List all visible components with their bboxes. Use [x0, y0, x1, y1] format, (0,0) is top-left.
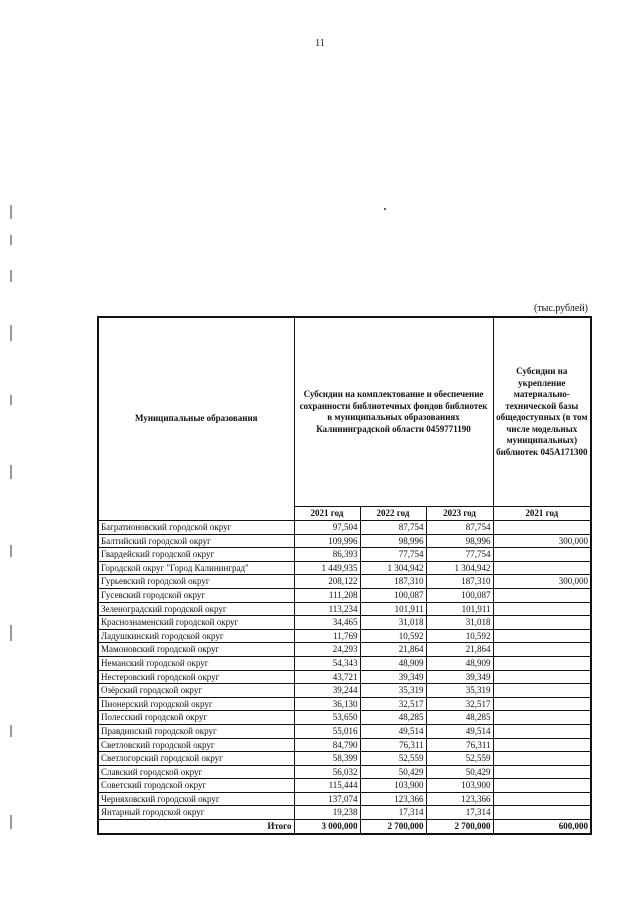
- row-2021: 55,016: [294, 724, 360, 738]
- units-label: (тыс.рублей): [533, 303, 588, 314]
- row-technical-2021: [493, 738, 591, 752]
- total-label: Итого: [98, 820, 294, 834]
- row-2022: 77,754: [360, 548, 426, 562]
- row-2023: 48,285: [426, 711, 493, 725]
- row-2023: 98,996: [426, 534, 493, 548]
- row-technical-2021: [493, 656, 591, 670]
- row-2021: 97,504: [294, 521, 360, 535]
- table-row: [98, 616, 591, 630]
- table-row: [98, 588, 591, 602]
- page-number: 11: [315, 38, 325, 49]
- table-row: [98, 806, 591, 820]
- table-row: [98, 765, 591, 779]
- row-2022: 52,559: [360, 752, 426, 766]
- row-2021: 111,208: [294, 588, 360, 602]
- row-2022: 101,911: [360, 602, 426, 616]
- row-2021: 54,343: [294, 656, 360, 670]
- table-row: [98, 534, 591, 548]
- row-technical-2021: [493, 752, 591, 766]
- row-2021: 34,465: [294, 616, 360, 630]
- row-2022: 21,864: [360, 643, 426, 657]
- row-name: Черняховский городской округ: [98, 792, 294, 806]
- row-2023: 187,310: [426, 575, 493, 589]
- row-name: Озёрский городской округ: [98, 684, 294, 698]
- row-name: Светловский городской округ: [98, 738, 294, 752]
- row-name: Зеленоградский городской округ: [98, 602, 294, 616]
- row-name: Светлогорский городской округ: [98, 752, 294, 766]
- row-2023: 17,314: [426, 806, 493, 820]
- row-technical-2021: [493, 643, 591, 657]
- row-name: Городской округ "Город Калининград": [98, 561, 294, 575]
- row-2022: 35,319: [360, 684, 426, 698]
- row-2023: 76,311: [426, 738, 493, 752]
- row-2023: 49,514: [426, 724, 493, 738]
- row-2023: 87,754: [426, 521, 493, 535]
- row-technical-2021: [493, 792, 591, 806]
- row-name: Краснознаменский городской округ: [98, 616, 294, 630]
- row-name: Гвардейский городской округ: [98, 548, 294, 562]
- table-row: [98, 521, 591, 535]
- header-subsidy-technical: Субсидии на укрепление материально-технической базы общедоступных (в том числе модельных муниципальных) библиотек 045А171300: [493, 317, 591, 507]
- header-municipalities: Муниципальные образования: [98, 317, 294, 521]
- row-technical-2021: [493, 602, 591, 616]
- table-body: [98, 521, 591, 820]
- row-2022: 100,087: [360, 588, 426, 602]
- table-row: [98, 602, 591, 616]
- row-2021: 115,444: [294, 779, 360, 793]
- row-2022: 87,754: [360, 521, 426, 535]
- row-2021: 39,244: [294, 684, 360, 698]
- row-name: Славский городской округ: [98, 765, 294, 779]
- row-2021: 58,399: [294, 752, 360, 766]
- total-2023: 2 700,000: [426, 820, 493, 834]
- row-name: Пионерский городской округ: [98, 697, 294, 711]
- row-technical-2021: [493, 561, 591, 575]
- header-technical-year-2021: 2021 год: [493, 507, 591, 521]
- row-name: Нестеровский городской округ: [98, 670, 294, 684]
- row-name: Правдинский городской округ: [98, 724, 294, 738]
- row-2023: 35,319: [426, 684, 493, 698]
- header-year-2021: 2021 год: [294, 507, 360, 521]
- table-row: [98, 656, 591, 670]
- row-2023: 77,754: [426, 548, 493, 562]
- row-2023: 48,909: [426, 656, 493, 670]
- total-2021: 3 000,000: [294, 820, 360, 834]
- row-2022: 98,996: [360, 534, 426, 548]
- row-name: Неманский городской округ: [98, 656, 294, 670]
- row-2022: 50,429: [360, 765, 426, 779]
- row-2021: 19,238: [294, 806, 360, 820]
- row-2023: 10,592: [426, 629, 493, 643]
- row-technical-2021: [493, 711, 591, 725]
- row-2022: 1 304,942: [360, 561, 426, 575]
- header-year-2023: 2023 год: [426, 507, 493, 521]
- row-2023: 31,018: [426, 616, 493, 630]
- row-2023: 103,900: [426, 779, 493, 793]
- table-row: [98, 779, 591, 793]
- row-2021: 208,122: [294, 575, 360, 589]
- row-technical-2021: [493, 697, 591, 711]
- row-2022: 32,517: [360, 697, 426, 711]
- row-name: Полесский городской округ: [98, 711, 294, 725]
- row-name: Балтийский городской округ: [98, 534, 294, 548]
- table-row: [98, 684, 591, 698]
- row-2023: 32,517: [426, 697, 493, 711]
- table-row: [98, 575, 591, 589]
- table-row: [98, 711, 591, 725]
- row-technical-2021: [493, 588, 591, 602]
- table-row: [98, 738, 591, 752]
- row-technical-2021: [493, 548, 591, 562]
- table-row: [98, 670, 591, 684]
- row-2021: 24,293: [294, 643, 360, 657]
- row-2022: 31,018: [360, 616, 426, 630]
- row-2021: 1 449,935: [294, 561, 360, 575]
- table-row: [98, 792, 591, 806]
- total-2022: 2 700,000: [360, 820, 426, 834]
- row-2021: 84,790: [294, 738, 360, 752]
- row-technical-2021: [493, 521, 591, 535]
- subsidy-table: [97, 316, 592, 835]
- row-name: Советский городской округ: [98, 779, 294, 793]
- row-technical-2021: 300,000: [493, 575, 591, 589]
- row-name: Ладушкинский городской округ: [98, 629, 294, 643]
- row-2023: 39,349: [426, 670, 493, 684]
- row-technical-2021: [493, 629, 591, 643]
- total-technical-2021: 600,000: [493, 820, 591, 834]
- row-technical-2021: [493, 724, 591, 738]
- row-2021: 109,996: [294, 534, 360, 548]
- row-name: Мамоновский городской округ: [98, 643, 294, 657]
- row-2022: 76,311: [360, 738, 426, 752]
- row-2023: 52,559: [426, 752, 493, 766]
- row-2023: 1 304,942: [426, 561, 493, 575]
- row-2023: 21,864: [426, 643, 493, 657]
- row-2022: 123,366: [360, 792, 426, 806]
- row-2022: 17,314: [360, 806, 426, 820]
- table-row: [98, 629, 591, 643]
- row-2021: 11,769: [294, 629, 360, 643]
- row-2022: 103,900: [360, 779, 426, 793]
- total-row: [98, 820, 591, 834]
- row-2023: 100,087: [426, 588, 493, 602]
- row-technical-2021: [493, 670, 591, 684]
- row-2022: 49,514: [360, 724, 426, 738]
- table-row: [98, 548, 591, 562]
- row-2021: 137,074: [294, 792, 360, 806]
- row-2022: 10,592: [360, 629, 426, 643]
- row-technical-2021: [493, 779, 591, 793]
- table-row: [98, 724, 591, 738]
- table-row: [98, 561, 591, 575]
- row-2022: 39,349: [360, 670, 426, 684]
- row-2022: 48,909: [360, 656, 426, 670]
- row-2021: 56,032: [294, 765, 360, 779]
- row-technical-2021: [493, 765, 591, 779]
- table-row: [98, 643, 591, 657]
- row-technical-2021: [493, 684, 591, 698]
- scan-edge-marks: [10, 205, 12, 905]
- row-2021: 43,721: [294, 670, 360, 684]
- header-subsidy-collection: Субсидии на комплектование и обеспечение сохранности библиотечных фондов библиотек в муниципальных образованиях Калининградской области 0459771190: [294, 317, 493, 507]
- row-2021: 113,234: [294, 602, 360, 616]
- row-name: Янтарный городской округ: [98, 806, 294, 820]
- table-row: [98, 752, 591, 766]
- row-2022: 187,310: [360, 575, 426, 589]
- row-2022: 48,285: [360, 711, 426, 725]
- row-name: Гурьевский городской округ: [98, 575, 294, 589]
- row-2021: 53,650: [294, 711, 360, 725]
- row-name: Багратионовский городской округ: [98, 521, 294, 535]
- row-name: Гусевский городской округ: [98, 588, 294, 602]
- row-2023: 101,911: [426, 602, 493, 616]
- row-2023: 123,366: [426, 792, 493, 806]
- row-2023: 50,429: [426, 765, 493, 779]
- row-technical-2021: 300,000: [493, 534, 591, 548]
- row-2021: 86,393: [294, 548, 360, 562]
- header-year-2022: 2022 год: [360, 507, 426, 521]
- scan-speck: [384, 208, 386, 210]
- row-technical-2021: [493, 806, 591, 820]
- row-2021: 36,130: [294, 697, 360, 711]
- table-row: [98, 697, 591, 711]
- row-technical-2021: [493, 616, 591, 630]
